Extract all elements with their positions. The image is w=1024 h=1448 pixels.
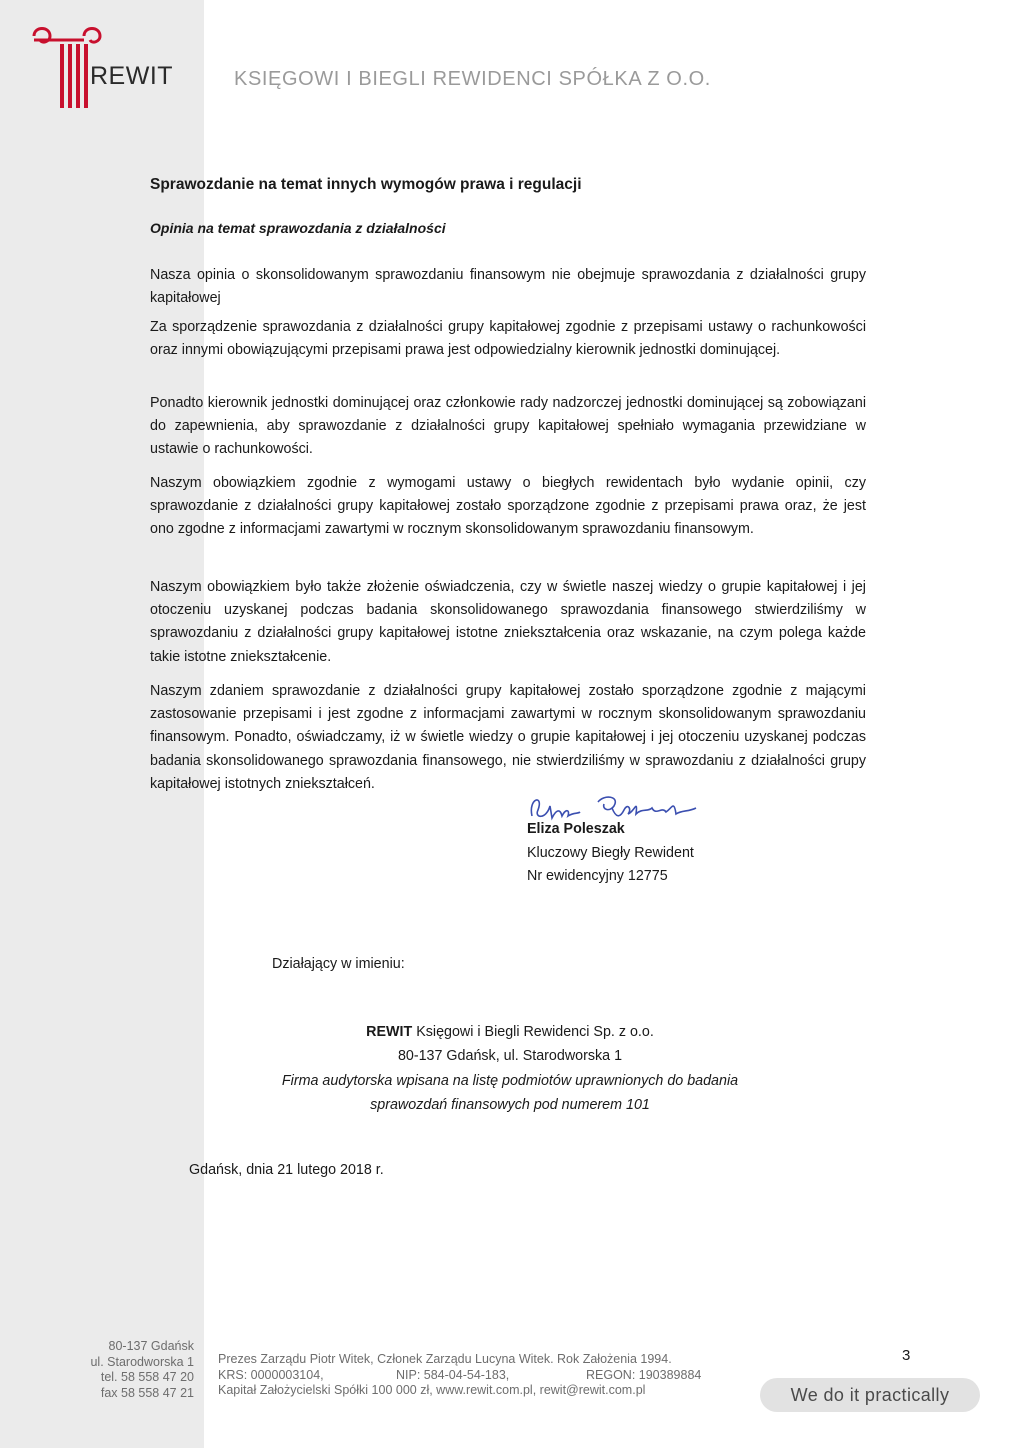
firm-registration-line2: sprawozdań finansowych pod numerem 101 bbox=[370, 1097, 650, 1113]
logo-wordmark: REWIT bbox=[90, 62, 174, 90]
paragraph-6: Naszym zdaniem sprawozdanie z działalności grupy kapitałowej zostało sporządzone zgodnie z mającymi zastosowanie przepisami i jest zgodne z informacjami zawartymi w rocznym skonsolidowanym sprawozdaniu finansowym. Ponadto, oświadczamy, iż w świetle wiedzy o grupie kapitałowej i jej otoczeniu uzyskanej podczas badania skonsolidowanego sprawozdania finansowego, nie stwierdziliśmy w sprawozdaniu z działalności grupy kapitałowej istotnych zniekształceń. bbox=[150, 683, 866, 792]
paragraph-2: Za sporządzenie sprawozdania z działalności grupy kapitałowej zgodnie z przepisami ustawy o rachunkowości oraz innymi obowiązującymi przepisami prawa jest odpowiedzialny kierownik jednostki dominującej. bbox=[150, 319, 866, 359]
firm-name-line bbox=[180, 1020, 840, 1045]
paragraph-4: Naszym obowiązkiem zgodnie z wymogami ustawy o biegłych rewidentach było wydanie opinii, czy sprawozdanie z działalności grupy kapitałowej zostało sporządzone zgodnie z przepisami prawa oraz, że jest ono zgodne z informacjami zawartymi w rocznym skonsolidowanym sprawozdaniu finansowym. bbox=[150, 475, 866, 538]
footer-address-line: ul. Starodworska 1 bbox=[90, 1354, 194, 1369]
company-header: KSIĘGOWI I BIEGLI REWIDENCI SPÓŁKA Z O.O. bbox=[234, 68, 711, 90]
firm-address: 80-137 Gdańsk, ul. Starodworska 1 bbox=[397, 1048, 623, 1064]
page-number: 3 bbox=[902, 1347, 911, 1364]
paragraph-1: Nasza opinia o skonsolidowanym sprawozdaniu finansowym nie obejmuje sprawozdania z działalności grupy kapitałowej bbox=[150, 267, 866, 307]
firm-name-rest: Księgowi i Biegli Rewidenci Sp. z o.o. bbox=[412, 1024, 654, 1040]
acting-on-behalf: Działający w imieniu: bbox=[272, 956, 405, 972]
footer-company-info bbox=[218, 1352, 738, 1399]
signatory-name: Eliza Poleszak bbox=[527, 821, 625, 837]
footer-capital: Kapitał Założycielski Spółki 100 000 zł, www.rewit.com.pl, rewit@rewit.com.pl bbox=[218, 1383, 646, 1397]
subsection-title: Opinia na temat sprawozdania z działalności bbox=[150, 220, 446, 236]
footer-address-line: fax 58 558 47 21 bbox=[100, 1385, 194, 1400]
signatory-block bbox=[527, 818, 694, 889]
footer-address bbox=[30, 1339, 194, 1401]
footer-board: Prezes Zarządu Piotr Witek, Członek Zarządu Lucyna Witek. Rok Założenia 1994. bbox=[218, 1352, 672, 1366]
footer-address-line: 80-137 Gdańsk bbox=[108, 1339, 194, 1353]
slogan-badge: We do it practically bbox=[760, 1378, 980, 1412]
footer-address-line: tel. 58 558 47 20 bbox=[100, 1370, 194, 1384]
section-title: Sprawozdanie na temat innych wymogów prawa i regulacji bbox=[150, 176, 582, 193]
paragraph-5: Naszym obowiązkiem było także złożenie oświadczenia, czy w świetle naszej wiedzy o grupie kapitałowej i jej otoczeniu uzyskanej podczas badania skonsolidowanego sprawozdania finansowego stwierdziliśmy w sprawozdaniu z działalności grupy kapitałowej istotne zniekształcenia oraz wskazanie, na czym polega każde takie istotne zniekształcenie. bbox=[150, 579, 866, 665]
date-line: Gdańsk, dnia 21 lutego 2018 r. bbox=[189, 1162, 384, 1178]
firm-name-bold: REWIT bbox=[366, 1024, 413, 1040]
footer-krs: KRS: 0000003104, bbox=[218, 1367, 324, 1382]
paragraph-3: Ponadto kierownik jednostki dominującej oraz członkowie rady nadzorczej jednostki dominującej są zobowiązani do zapewnienia, aby sprawozdanie z działalności grupy kapitałowej spełniało wymagania przewidziane w ustawie o rachunkowości. bbox=[150, 395, 866, 458]
firm-registration-line1: Firma audytorska wpisana na listę podmiotów uprawnionych do badania bbox=[281, 1073, 739, 1089]
footer-nip: NIP: 584-04-54-183, bbox=[396, 1367, 510, 1382]
footer-regon: REGON: 190389884 bbox=[586, 1367, 702, 1382]
signatory-role: Kluczowy Biegły Rewident bbox=[527, 844, 694, 861]
footer-registry-row bbox=[218, 1368, 738, 1384]
signatory-registry: Nr ewidencyjny 12775 bbox=[527, 868, 668, 884]
